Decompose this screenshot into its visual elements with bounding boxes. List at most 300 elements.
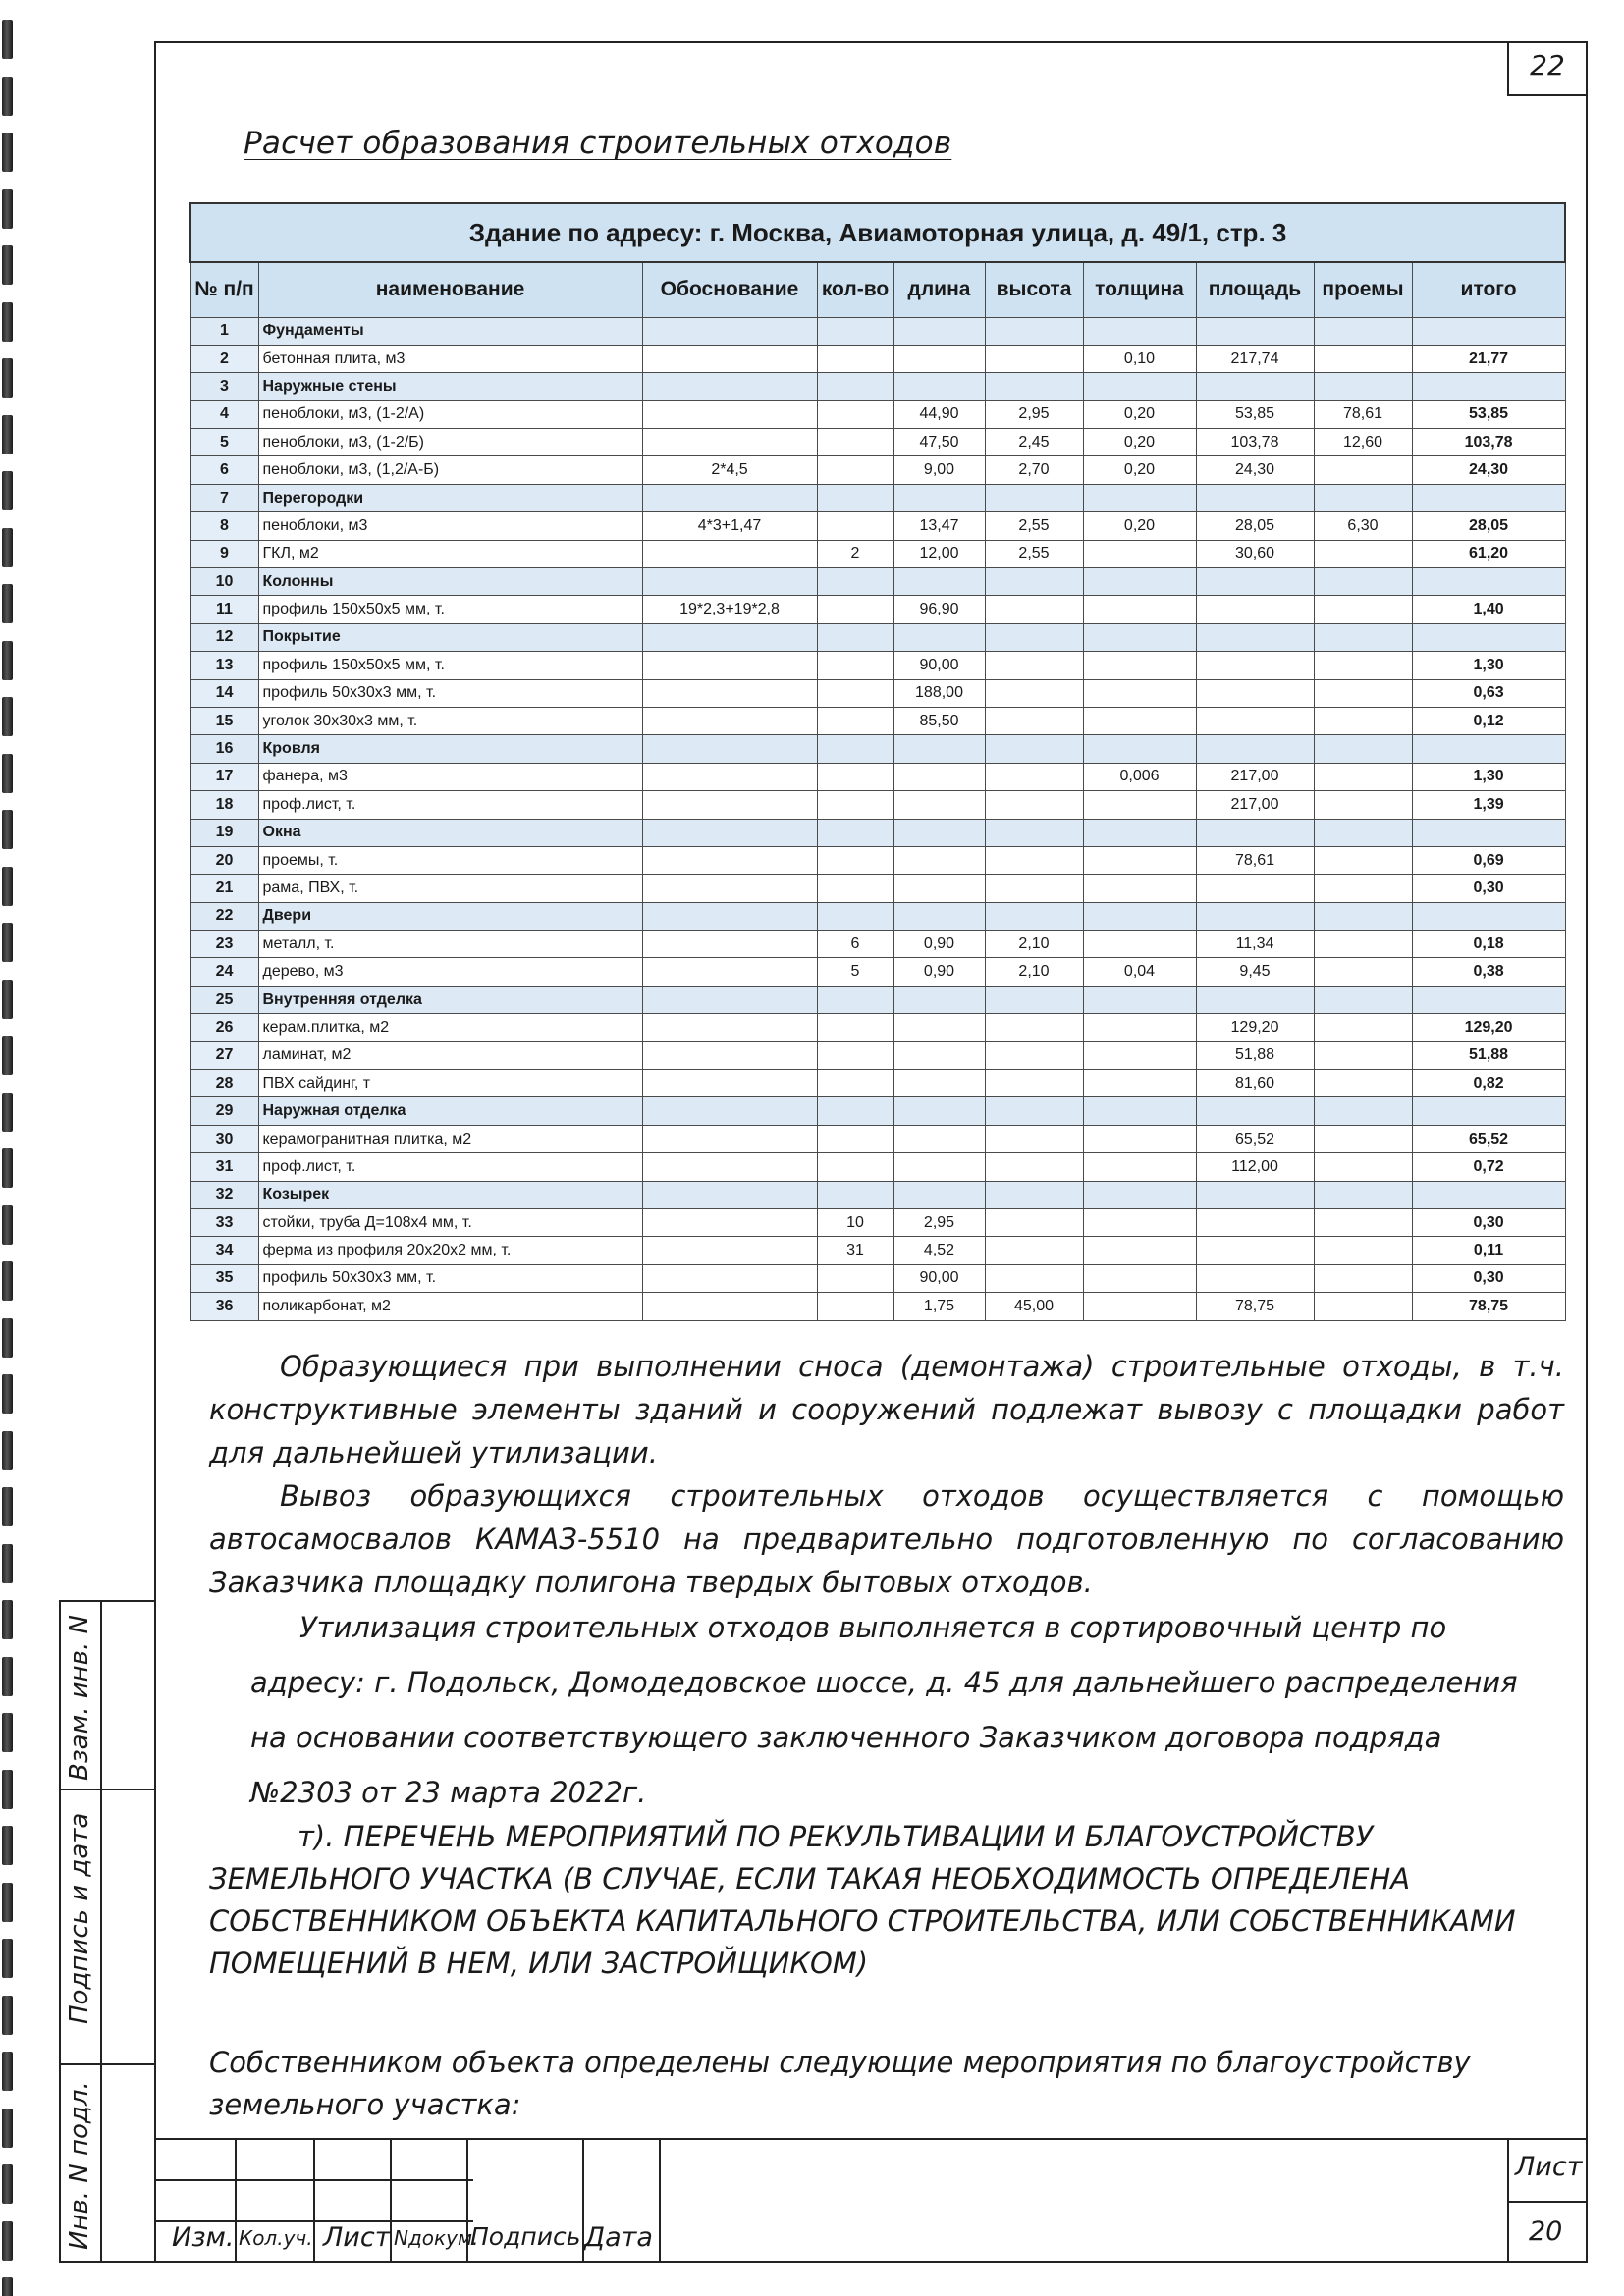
table-cell xyxy=(1314,652,1412,679)
title-block-ndokum: Nдокум. xyxy=(394,2226,479,2250)
section-heading-reclamation: т). ПЕРЕЧЕНЬ МЕРОПРИЯТИЙ ПО РЕКУЛЬТИВАЦИИ И БЛАГОУСТРОЙСТВУ ЗЕМЕЛЬНОГО УЧАСТКА (В СЛУЧАЕ, ЕСЛИ ТАКАЯ НЕОБХОДИМОСТЬ ОПРЕДЕЛЕНА СОБСТВЕННИКОМ ОБЪЕКТА КАПИТАЛЬНОГО СТРОИТЕЛЬСТВА, ИЛИ СОБСТВЕННИКАМИ ПОМЕЩЕНИЙ В НЕМ, ИЛИ ЗАСТРОЙЩИКОМ) xyxy=(209,1820,1516,1980)
table-cell xyxy=(642,652,817,679)
table-cell xyxy=(1083,986,1196,1013)
table-cell xyxy=(1314,735,1412,763)
total-cell: 0,63 xyxy=(1412,679,1565,707)
table-row xyxy=(190,791,1565,819)
table-cell xyxy=(1083,373,1196,400)
table-cell xyxy=(1314,1097,1412,1125)
table-cell xyxy=(1314,875,1412,902)
binding-clip xyxy=(2,641,13,680)
total-cell: 78,75 xyxy=(1412,1293,1565,1320)
table-cell: 81,60 xyxy=(1196,1070,1314,1097)
column-header: высота xyxy=(985,262,1083,317)
paragraph-utilization: Утилизация строительных отходов выполняется в сортировочный центр по адресу: г. Подольск, Домодедовское шоссе, д. 45 для дальнейшего распределения на основании соответствующего заключенного Заказчиком договора подряда №2303 от 23 марта 2022г. xyxy=(250,1611,1518,1809)
row-number: 34 xyxy=(190,1237,258,1264)
table-cell xyxy=(1083,931,1196,958)
table-cell xyxy=(1314,345,1412,372)
total-cell: 0,72 xyxy=(1412,1153,1565,1181)
table-cell xyxy=(817,1097,893,1125)
paragraph-transport: Вывоз образующихся строительных отходов осуществляется с помощью автосамосвалов КАМАЗ-5510 на предварительно подготовленную по согласованию Заказчика площадку полигона твердых бытовых отходов. xyxy=(209,1479,1564,1599)
table-cell xyxy=(985,1041,1083,1069)
table-row xyxy=(190,596,1565,623)
table-cell: 47,50 xyxy=(893,429,985,456)
table-row xyxy=(190,1181,1565,1208)
row-number: 16 xyxy=(190,735,258,763)
row-number: 33 xyxy=(190,1209,258,1237)
total-cell: 0,30 xyxy=(1412,1264,1565,1292)
table-cell: 2,70 xyxy=(985,456,1083,484)
table-cell xyxy=(642,317,817,345)
row-number: 30 xyxy=(190,1125,258,1152)
table-cell xyxy=(893,1125,985,1152)
table-cell xyxy=(817,1264,893,1292)
table-cell xyxy=(817,735,893,763)
total-cell: 1,30 xyxy=(1412,652,1565,679)
item-name: Козырек xyxy=(258,1181,642,1208)
binding-clip xyxy=(2,245,13,285)
total-cell: 21,77 xyxy=(1412,345,1565,372)
table-cell xyxy=(642,1209,817,1237)
table-cell: 4*3+1,47 xyxy=(642,512,817,540)
table-cell xyxy=(1196,1209,1314,1237)
table-cell xyxy=(985,846,1083,874)
binding-clip xyxy=(2,923,13,962)
side-stamp-vzam: Взам. инв. N xyxy=(65,1615,94,1781)
item-name: Колонны xyxy=(258,568,642,596)
binding-clip xyxy=(2,1826,13,1865)
table-cell xyxy=(1083,1181,1196,1208)
item-name: пеноблоки, м3, (1-2/Б) xyxy=(258,429,642,456)
table-cell xyxy=(642,958,817,986)
total-cell: 28,05 xyxy=(1412,512,1565,540)
total-cell xyxy=(1412,373,1565,400)
table-row xyxy=(190,1070,1565,1097)
title-block-list: Лист xyxy=(323,2222,391,2253)
table-cell xyxy=(893,819,985,846)
table-cell xyxy=(1083,846,1196,874)
row-number: 17 xyxy=(190,763,258,790)
table-body xyxy=(190,317,1565,1320)
table-cell xyxy=(1083,1097,1196,1125)
row-number: 2 xyxy=(190,345,258,372)
table-cell: 31 xyxy=(817,1237,893,1264)
table-cell xyxy=(642,1293,817,1320)
item-name: рама, ПВХ, т. xyxy=(258,875,642,902)
table-cell xyxy=(642,679,817,707)
table-cell: 2 xyxy=(817,540,893,567)
table-cell xyxy=(1196,875,1314,902)
table-cell: 0,90 xyxy=(893,958,985,986)
total-cell xyxy=(1412,1097,1565,1125)
total-cell: 51,88 xyxy=(1412,1041,1565,1069)
table-cell xyxy=(1083,317,1196,345)
table-cell xyxy=(1083,540,1196,567)
total-cell xyxy=(1412,902,1565,930)
table-row xyxy=(190,400,1565,428)
row-number: 22 xyxy=(190,902,258,930)
item-name: профиль 150х50х5 мм, т. xyxy=(258,596,642,623)
table-row xyxy=(190,484,1565,511)
table-cell xyxy=(642,986,817,1013)
total-cell: 53,85 xyxy=(1412,400,1565,428)
title-block xyxy=(154,2138,1588,2263)
table-cell xyxy=(642,819,817,846)
binding-clip xyxy=(2,471,13,510)
binding-clip xyxy=(2,20,13,59)
table-cell xyxy=(893,623,985,651)
table-cell xyxy=(1196,986,1314,1013)
table-cell xyxy=(985,735,1083,763)
column-header: кол-во xyxy=(817,262,893,317)
table-cell: 1,75 xyxy=(893,1293,985,1320)
table-cell xyxy=(1314,540,1412,567)
table-cell xyxy=(985,373,1083,400)
table-row xyxy=(190,623,1565,651)
table-cell xyxy=(1314,568,1412,596)
total-cell: 0,18 xyxy=(1412,931,1565,958)
row-number: 32 xyxy=(190,1181,258,1208)
table-row xyxy=(190,317,1565,345)
table-row xyxy=(190,1097,1565,1125)
total-cell xyxy=(1412,317,1565,345)
table-cell xyxy=(1314,373,1412,400)
table-cell: 45,00 xyxy=(985,1293,1083,1320)
table-cell: 103,78 xyxy=(1196,429,1314,456)
total-cell xyxy=(1412,623,1565,651)
table-cell xyxy=(1083,735,1196,763)
table-cell: 24,30 xyxy=(1196,456,1314,484)
table-cell: 112,00 xyxy=(1196,1153,1314,1181)
table-cell xyxy=(817,819,893,846)
paragraph-waste-removal: Образующиеся при выполнении сноса (демонтажа) строительные отходы, в т.ч. конструктивные элементы зданий и сооружений подлежат вывозу с площадки работ для дальнейшей утилизации. xyxy=(209,1350,1564,1469)
table-cell xyxy=(642,373,817,400)
item-name: профиль 150х50х5 мм, т. xyxy=(258,652,642,679)
table-cell: 0,20 xyxy=(1083,429,1196,456)
row-number: 19 xyxy=(190,819,258,846)
table-cell: 2,45 xyxy=(985,429,1083,456)
table-cell xyxy=(642,931,817,958)
table-row xyxy=(190,819,1565,846)
table-cell: 217,00 xyxy=(1196,791,1314,819)
item-name: проемы, т. xyxy=(258,846,642,874)
table-cell xyxy=(1196,707,1314,734)
table-cell xyxy=(1314,1293,1412,1320)
binding-strip xyxy=(0,0,16,2296)
table-cell xyxy=(1083,1014,1196,1041)
table-row xyxy=(190,456,1565,484)
table-cell: 90,00 xyxy=(893,652,985,679)
table-row xyxy=(190,1041,1565,1069)
page-heading: Расчет образования строительных отходов xyxy=(244,126,952,161)
binding-clip xyxy=(2,1431,13,1470)
total-cell: 65,52 xyxy=(1412,1125,1565,1152)
table-cell: 30,60 xyxy=(1196,540,1314,567)
table-cell xyxy=(893,875,985,902)
title-block-kol-uch: Кол.уч. xyxy=(239,2226,313,2250)
table-row xyxy=(190,875,1565,902)
row-number: 9 xyxy=(190,540,258,567)
table-row xyxy=(190,1153,1565,1181)
total-cell: 1,39 xyxy=(1412,791,1565,819)
table-row xyxy=(190,958,1565,986)
table-cell xyxy=(817,875,893,902)
row-number: 5 xyxy=(190,429,258,456)
table-row xyxy=(190,1014,1565,1041)
table-row xyxy=(190,986,1565,1013)
row-number: 13 xyxy=(190,652,258,679)
table-cell xyxy=(985,1181,1083,1208)
binding-clip xyxy=(2,1487,13,1526)
table-cell xyxy=(642,735,817,763)
table-cell xyxy=(642,345,817,372)
table-cell xyxy=(1083,1237,1196,1264)
total-cell xyxy=(1412,735,1565,763)
table-row xyxy=(190,512,1565,540)
item-name: керам.плитка, м2 xyxy=(258,1014,642,1041)
table-cell: 2,55 xyxy=(985,512,1083,540)
binding-clip xyxy=(2,415,13,454)
table-cell xyxy=(1196,735,1314,763)
column-header: Обоснование xyxy=(642,262,817,317)
row-number: 12 xyxy=(190,623,258,651)
total-cell xyxy=(1412,1181,1565,1208)
item-name: ламинат, м2 xyxy=(258,1041,642,1069)
row-number: 28 xyxy=(190,1070,258,1097)
table-cell: 85,50 xyxy=(893,707,985,734)
total-cell: 103,78 xyxy=(1412,429,1565,456)
row-number: 29 xyxy=(190,1097,258,1125)
item-name: Покрытие xyxy=(258,623,642,651)
table-cell xyxy=(642,1041,817,1069)
table-cell xyxy=(817,652,893,679)
table-cell xyxy=(642,875,817,902)
item-name: профиль 50х30х3 мм, т. xyxy=(258,679,642,707)
table-cell xyxy=(985,1153,1083,1181)
item-name: Двери xyxy=(258,902,642,930)
table-cell xyxy=(817,345,893,372)
binding-clip xyxy=(2,1093,13,1132)
table-cell xyxy=(642,846,817,874)
table-cell: 78,61 xyxy=(1314,400,1412,428)
binding-clip xyxy=(2,867,13,906)
table-row xyxy=(190,707,1565,734)
item-name: ГКЛ, м2 xyxy=(258,540,642,567)
table-cell xyxy=(985,1237,1083,1264)
side-stamp-inv: Инв. N подл. xyxy=(65,2081,94,2250)
table-cell xyxy=(1314,596,1412,623)
binding-clip xyxy=(2,810,13,849)
item-name: бетонная плита, м3 xyxy=(258,345,642,372)
table-cell xyxy=(893,317,985,345)
table-cell xyxy=(1314,317,1412,345)
table-cell: 217,74 xyxy=(1196,345,1314,372)
table-cell xyxy=(985,596,1083,623)
table-cell xyxy=(1196,317,1314,345)
table-cell xyxy=(642,1264,817,1292)
binding-clip xyxy=(2,980,13,1019)
table-cell xyxy=(1083,484,1196,511)
binding-clip xyxy=(2,1374,13,1414)
table-row xyxy=(190,1125,1565,1152)
binding-clip xyxy=(2,1261,13,1301)
table-cell xyxy=(1083,1264,1196,1292)
row-number: 27 xyxy=(190,1041,258,1069)
table-cell xyxy=(1083,1041,1196,1069)
table-row xyxy=(190,735,1565,763)
binding-clip xyxy=(2,1939,13,1978)
table-cell xyxy=(1083,1125,1196,1152)
table-cell: 2,10 xyxy=(985,958,1083,986)
table-cell xyxy=(817,317,893,345)
title-block-data: Дата xyxy=(584,2222,653,2253)
item-name: Окна xyxy=(258,819,642,846)
table-cell xyxy=(1314,1209,1412,1237)
table-cell xyxy=(817,429,893,456)
total-cell: 61,20 xyxy=(1412,540,1565,567)
item-name: Наружная отделка xyxy=(258,1097,642,1125)
table-cell xyxy=(642,540,817,567)
table-cell xyxy=(1314,846,1412,874)
row-number: 24 xyxy=(190,958,258,986)
item-name: уголок 30х30х3 мм, т. xyxy=(258,707,642,734)
table-cell: 10 xyxy=(817,1209,893,1237)
total-cell xyxy=(1412,484,1565,511)
binding-clip xyxy=(2,1148,13,1188)
table-cell xyxy=(893,763,985,790)
table-cell xyxy=(1314,484,1412,511)
table-cell xyxy=(893,1041,985,1069)
item-name: пеноблоки, м3, (1,2/А-Б) xyxy=(258,456,642,484)
table-cell: 5 xyxy=(817,958,893,986)
table-cell xyxy=(642,1181,817,1208)
total-cell: 0,30 xyxy=(1412,875,1565,902)
row-number: 25 xyxy=(190,986,258,1013)
table-cell: 65,52 xyxy=(1196,1125,1314,1152)
sheet-number: 20 xyxy=(1529,2216,1563,2247)
binding-clip xyxy=(2,584,13,623)
total-cell: 129,20 xyxy=(1412,1014,1565,1041)
table-cell xyxy=(985,623,1083,651)
table-cell xyxy=(817,902,893,930)
table-cell: 51,88 xyxy=(1196,1041,1314,1069)
table-cell xyxy=(1314,1153,1412,1181)
table-cell xyxy=(1083,652,1196,679)
table-cell: 44,90 xyxy=(893,400,985,428)
binding-clip xyxy=(2,2164,13,2204)
table-cell: 12,60 xyxy=(1314,429,1412,456)
item-name: проф.лист, т. xyxy=(258,791,642,819)
table-cell xyxy=(1083,1070,1196,1097)
binding-clip xyxy=(2,302,13,342)
table-row xyxy=(190,429,1565,456)
table-cell xyxy=(985,1014,1083,1041)
table-cell: 2,55 xyxy=(985,540,1083,567)
table-cell xyxy=(1314,623,1412,651)
binding-clip xyxy=(2,1996,13,2035)
table-cell xyxy=(893,373,985,400)
table-cell xyxy=(817,1293,893,1320)
table-row xyxy=(190,931,1565,958)
table-cell: 188,00 xyxy=(893,679,985,707)
row-number: 10 xyxy=(190,568,258,596)
binding-clip xyxy=(2,2277,13,2296)
row-number: 36 xyxy=(190,1293,258,1320)
table-row xyxy=(190,846,1565,874)
item-name: профиль 50х30х3 мм, т. xyxy=(258,1264,642,1292)
table-cell: 13,47 xyxy=(893,512,985,540)
table-cell: 78,75 xyxy=(1196,1293,1314,1320)
table-cell xyxy=(817,596,893,623)
table-cell xyxy=(642,707,817,734)
row-number: 23 xyxy=(190,931,258,958)
table-cell xyxy=(1083,1293,1196,1320)
table-cell: 0,04 xyxy=(1083,958,1196,986)
table-cell xyxy=(1314,931,1412,958)
column-header: № п/п xyxy=(190,262,258,317)
sheet-label: Лист xyxy=(1515,2152,1583,2182)
table-cell xyxy=(893,846,985,874)
table-cell xyxy=(642,1097,817,1125)
table-cell: 9,45 xyxy=(1196,958,1314,986)
item-name: ПВХ сайдинг, т xyxy=(258,1070,642,1097)
item-name: металл, т. xyxy=(258,931,642,958)
table-cell xyxy=(1083,623,1196,651)
binding-clip xyxy=(2,528,13,567)
item-name: Внутренняя отделка xyxy=(258,986,642,1013)
binding-clip xyxy=(2,1036,13,1075)
table-row xyxy=(190,652,1565,679)
table-cell xyxy=(985,819,1083,846)
table-cell xyxy=(893,986,985,1013)
table-row xyxy=(190,1209,1565,1237)
table-row xyxy=(190,902,1565,930)
total-cell: 0,12 xyxy=(1412,707,1565,734)
binding-clip xyxy=(2,1657,13,1696)
table-cell xyxy=(1083,596,1196,623)
column-header: проемы xyxy=(1314,262,1412,317)
table-cell xyxy=(1196,1264,1314,1292)
binding-clip xyxy=(2,1318,13,1358)
table-cell xyxy=(1083,1153,1196,1181)
table-cell xyxy=(817,484,893,511)
table-cell xyxy=(893,735,985,763)
column-header: итого xyxy=(1412,262,1565,317)
total-cell: 0,82 xyxy=(1412,1070,1565,1097)
table-cell xyxy=(817,1070,893,1097)
table-cell: 0,20 xyxy=(1083,512,1196,540)
table-cell xyxy=(985,1264,1083,1292)
table-row xyxy=(190,1237,1565,1264)
column-header: площадь xyxy=(1196,262,1314,317)
table-cell xyxy=(817,679,893,707)
table-cell xyxy=(1196,373,1314,400)
table-cell xyxy=(1083,707,1196,734)
binding-clip xyxy=(2,1883,13,1922)
row-number: 11 xyxy=(190,596,258,623)
row-number: 35 xyxy=(190,1264,258,1292)
title-block-podpis: Подпись xyxy=(470,2222,581,2251)
table-cell xyxy=(985,484,1083,511)
table-cell xyxy=(985,568,1083,596)
table-cell xyxy=(817,1014,893,1041)
table-cell xyxy=(893,345,985,372)
table-cell xyxy=(893,791,985,819)
item-name: Перегородки xyxy=(258,484,642,511)
table-cell xyxy=(985,679,1083,707)
table-cell: 2,10 xyxy=(985,931,1083,958)
table-row xyxy=(190,1264,1565,1292)
